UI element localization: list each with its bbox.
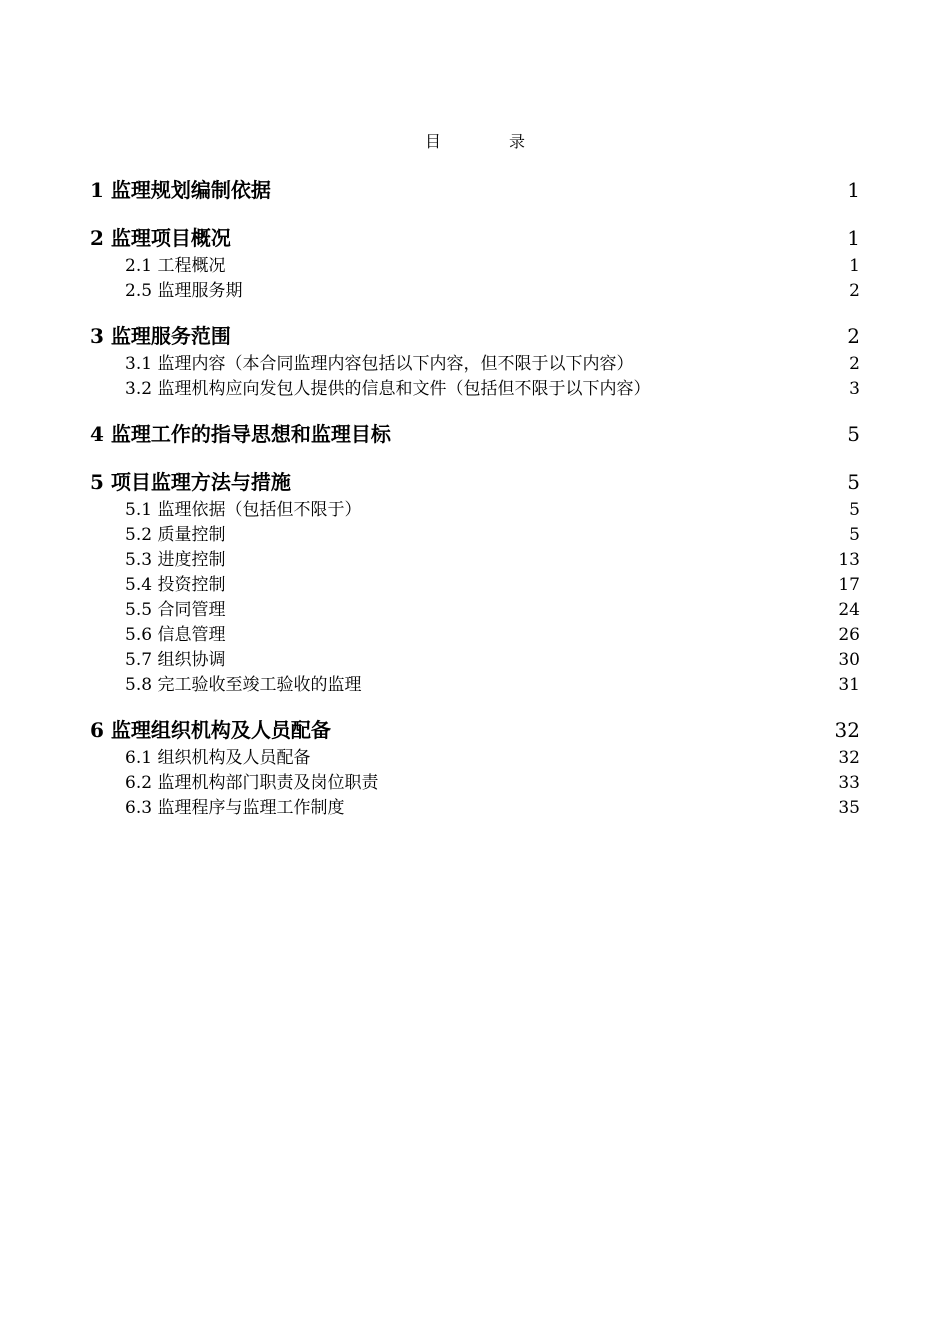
toc-entry-page: 2 (847, 324, 860, 348)
toc-entry-page: 3 (849, 379, 860, 399)
toc-entry-6-1[interactable] (90, 746, 860, 771)
toc-entry-5-7[interactable] (90, 648, 860, 673)
toc-section-3 (90, 320, 860, 402)
toc-entry-label: 6.2 监理机构部门职责及岗位职责 (125, 773, 379, 793)
toc-entry-3-2[interactable] (90, 377, 860, 402)
toc-entry-5-3[interactable] (90, 548, 860, 573)
toc-entry-label: 4 监理工作的指导思想和监理目标 (90, 422, 391, 446)
toc-entry-page: 31 (838, 675, 860, 695)
toc-entry-page: 35 (838, 798, 860, 818)
section-spacer (90, 402, 860, 418)
toc-entry-5-5[interactable] (90, 598, 860, 623)
section-spacer (90, 698, 860, 714)
toc-entry-3[interactable] (90, 320, 860, 352)
toc-entry-label: 3 监理服务范围 (90, 324, 231, 348)
toc-entry-2-1[interactable] (90, 254, 860, 279)
toc-entry-page: 5 (847, 422, 860, 446)
table-of-contents (90, 174, 860, 821)
toc-entry-5-1[interactable] (90, 498, 860, 523)
toc-entry-page: 24 (838, 600, 860, 620)
toc-entry-page: 32 (838, 748, 860, 768)
toc-entry-label: 5.7 组织协调 (125, 650, 226, 670)
toc-entry-5-2[interactable] (90, 523, 860, 548)
toc-entry-page: 1 (847, 226, 860, 250)
toc-entry-label: 5.5 合同管理 (125, 600, 226, 620)
toc-entry-label: 5.8 完工验收至竣工验收的监理 (125, 675, 362, 695)
toc-entry-label: 5.6 信息管理 (125, 625, 226, 645)
toc-entry-5[interactable] (90, 466, 860, 498)
toc-entry-label: 5.3 进度控制 (125, 550, 226, 570)
toc-entry-label: 6.1 组织机构及人员配备 (125, 748, 311, 768)
toc-entry-page: 30 (838, 650, 860, 670)
toc-entry-page: 33 (838, 773, 860, 793)
toc-section-5 (90, 466, 860, 698)
toc-entry-label: 5 项目监理方法与措施 (90, 470, 291, 494)
toc-entry-6[interactable] (90, 714, 860, 746)
toc-entry-label: 5.1 监理依据（包括但不限于） (125, 500, 362, 520)
section-spacer (90, 304, 860, 320)
toc-entry-label: 2 监理项目概况 (90, 226, 231, 250)
section-spacer (90, 206, 860, 222)
toc-entry-page: 5 (849, 500, 860, 520)
toc-title: 目 录 (424, 132, 551, 151)
toc-entry-4[interactable] (90, 418, 860, 450)
toc-entry-page: 32 (834, 718, 860, 742)
toc-entry-page: 2 (849, 281, 860, 301)
toc-entry-1[interactable] (90, 174, 860, 206)
toc-entry-label: 6 监理组织机构及人员配备 (90, 718, 331, 742)
toc-section-1 (90, 174, 860, 206)
toc-entry-3-1[interactable] (90, 352, 860, 377)
toc-entry-label: 3.1 监理内容（本合同监理内容包括以下内容，但不限于以下内容） (125, 354, 634, 374)
toc-entry-page: 1 (849, 256, 860, 276)
toc-entry-label: 5.2 质量控制 (125, 525, 226, 545)
toc-entry-label: 3.2 监理机构应向发包人提供的信息和文件（包括但不限于以下内容） (125, 379, 651, 399)
toc-entry-label: 6.3 监理程序与监理工作制度 (125, 798, 345, 818)
toc-entry-label: 2.1 工程概况 (125, 256, 226, 276)
toc-entry-page: 5 (849, 525, 860, 545)
toc-entry-6-2[interactable] (90, 771, 860, 796)
toc-entry-page: 17 (838, 575, 860, 595)
toc-entry-label: 5.4 投资控制 (125, 575, 226, 595)
toc-entry-page: 13 (838, 550, 860, 570)
toc-entry-page: 1 (847, 178, 860, 202)
toc-entry-5-6[interactable] (90, 623, 860, 648)
toc-entry-2[interactable] (90, 222, 860, 254)
toc-entry-5-4[interactable] (90, 573, 860, 598)
toc-section-6 (90, 714, 860, 821)
toc-entry-page: 2 (849, 354, 860, 374)
toc-section-4 (90, 418, 860, 450)
toc-entry-page: 5 (847, 470, 860, 494)
toc-section-2 (90, 222, 860, 304)
toc-entry-label: 1 监理规划编制依据 (90, 178, 271, 202)
toc-entry-2-5[interactable] (90, 279, 860, 304)
toc-entry-6-3[interactable] (90, 796, 860, 821)
toc-entry-page: 26 (838, 625, 860, 645)
section-spacer (90, 450, 860, 466)
toc-entry-label: 2.5 监理服务期 (125, 281, 243, 301)
toc-entry-5-8[interactable] (90, 673, 860, 698)
